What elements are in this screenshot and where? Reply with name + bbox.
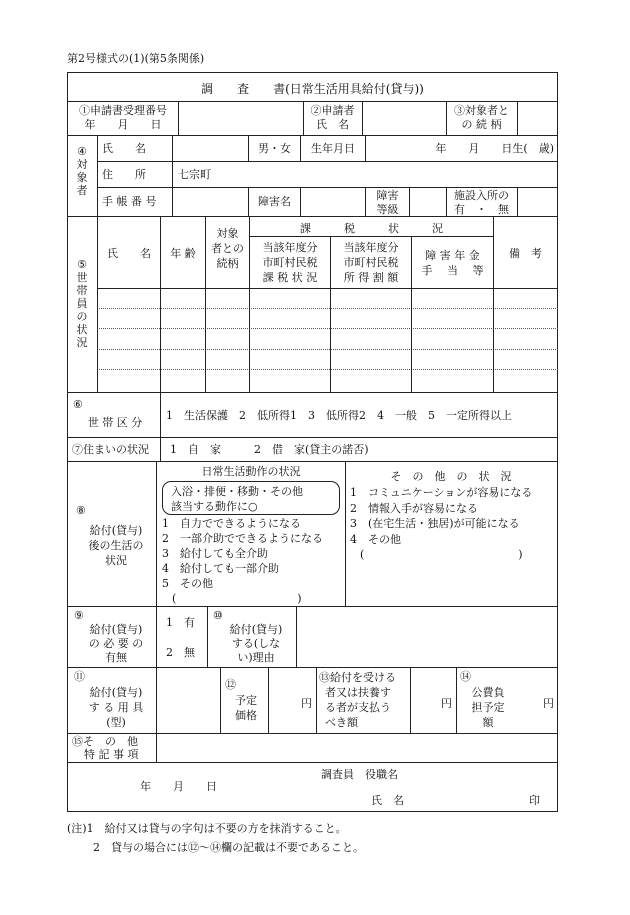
- investigator-name-label: 氏 名: [371, 794, 404, 807]
- need-num: ⑨: [74, 609, 84, 622]
- item-num: ⑪: [74, 670, 85, 683]
- notebook-number-label: 手 帳 番 号: [102, 195, 157, 208]
- other-notes-field[interactable]: [157, 734, 557, 761]
- address-label: 住 所: [102, 168, 146, 181]
- investigator-title: 調査員 役職名: [321, 768, 398, 781]
- housing-options[interactable]: 1 自 家 2 借 家(貸主の諾否): [170, 443, 369, 456]
- other-status-title: そ の 他 の 状 況: [390, 470, 512, 483]
- life-num: ⑧: [76, 504, 86, 517]
- household-name-header: 氏 名: [107, 247, 151, 260]
- subject-name-field[interactable]: [173, 136, 247, 160]
- price-num: ⑫: [225, 678, 236, 691]
- payment-label: ⑬給付を受ける 者又は扶養す る者が支払う べき額: [319, 671, 396, 729]
- adl-item: 5 その他: [162, 577, 213, 590]
- relation-label: ③対象者と の 続 柄: [454, 104, 509, 131]
- other-notes-label: ⑮そ の 他 特 記 事 項: [72, 735, 139, 761]
- payment-yen[interactable]: 円: [441, 697, 452, 710]
- subject-section-label: ④ 対 象 者: [76, 145, 88, 197]
- household-relation-header: 対象 者との 続柄: [211, 227, 244, 270]
- household-age-header: 年 齢: [170, 247, 196, 260]
- signature-date[interactable]: 年 月 日: [140, 780, 217, 793]
- relation-field[interactable]: [518, 102, 557, 134]
- disability-label: 障害名: [258, 195, 291, 208]
- item-field[interactable]: [157, 668, 219, 732]
- subject-name-label: 氏 名: [102, 142, 146, 155]
- category-options[interactable]: 1 生活保護 2 低所得1 3 低所得2 4 一般 5 一定所得以上: [166, 409, 512, 422]
- other-item: 2 情報入手が容易になる: [350, 501, 478, 515]
- note-1: (注)1 給付又は貸与の字句は不要の方を抹消すること。: [67, 822, 347, 835]
- address-value[interactable]: 七宗町: [178, 168, 211, 181]
- item-label: 給付(貸与) す る 用 具 (型): [88, 686, 144, 729]
- other-item: 1 コミュニケーションが容易になる: [350, 486, 533, 499]
- adl-item: 4 給付しても一部介助: [162, 562, 279, 575]
- adl-item: 3 給付しても全介助: [162, 547, 268, 560]
- other-status-items[interactable]: [350, 485, 532, 563]
- applicant-name-field[interactable]: [363, 102, 445, 134]
- other-item: ( ): [360, 548, 523, 561]
- category-num: ⑥: [73, 398, 83, 411]
- receipt-number-label: ①申請書受理番号 年 月 日: [79, 104, 167, 131]
- form-number: 第2号様式の(1)(第5条関係): [67, 52, 205, 65]
- household-section-label: ⑤ 世 帯 員 の 状 況: [76, 258, 88, 349]
- disability-grade-label: 障害 等級: [376, 189, 399, 216]
- facility-admission-label[interactable]: 施設入所の 有 ・ 無: [454, 189, 509, 216]
- adl-item: 1 自力でできるようになる: [162, 517, 301, 530]
- pension-col: 障 害 年 金 手 当 等: [421, 249, 484, 277]
- reason-field[interactable]: [297, 607, 557, 666]
- birthdate-value[interactable]: 年 月 日生( 歳): [435, 142, 554, 155]
- notebook-number-field[interactable]: [173, 188, 247, 215]
- public-num: ⑭: [460, 670, 471, 683]
- housing-label: ⑦住まいの状況: [72, 443, 149, 456]
- disability-grade-field[interactable]: [410, 188, 445, 215]
- need-yes[interactable]: 1 有: [166, 616, 195, 629]
- other-item: 4 その他: [350, 532, 401, 546]
- reason-num: ⑩: [213, 609, 223, 622]
- need-no[interactable]: 2 無: [166, 646, 195, 659]
- tax-status-col: 当該年度分 市町村民税 課 税 状 況: [262, 241, 318, 284]
- adl-item: ( ): [172, 592, 302, 605]
- disability-field[interactable]: [301, 188, 364, 215]
- income-tax-col: 当該年度分 市町村民税 所 得 割 額: [343, 241, 399, 284]
- category-label: 世 帯 区 分: [87, 416, 143, 429]
- form-title: 調 査 書(日常生活用具給付(貸与)): [201, 82, 424, 96]
- public-yen[interactable]: 円: [543, 697, 554, 710]
- tax-status-header: 課 税 状 況: [300, 222, 443, 235]
- adl-items[interactable]: [162, 516, 323, 606]
- seal-mark: 印: [529, 794, 540, 807]
- life-label: 給付(貸与) 後の生活の 状況: [88, 524, 144, 567]
- receipt-number-field[interactable]: [179, 102, 302, 134]
- birthdate-label: 生年月日: [311, 142, 355, 155]
- applicant-label: ②申請者 氏 名: [310, 104, 355, 131]
- adl-item: 2 一部介助でできるようになる: [162, 532, 323, 545]
- note-2: 2 貸与の場合には⑫～⑭欄の記載は不要であること。: [93, 841, 364, 854]
- remarks-header: 備 考: [509, 247, 542, 260]
- price-yen[interactable]: 円: [301, 697, 312, 710]
- price-label: 予定 価格: [235, 694, 257, 722]
- need-label: 給付(貸与) の 必 要 の 有無: [88, 623, 144, 664]
- public-label: 公費負 担予定 額: [471, 686, 505, 729]
- reason-label: 給付(貸与) する(しな い)理由: [229, 623, 283, 664]
- other-item: 3 (在宅生活・独居)が可能になる: [350, 517, 520, 530]
- adl-title: 日常生活動作の状況: [201, 465, 301, 478]
- sex-options[interactable]: 男・女: [258, 142, 291, 155]
- adl-note: 入浴・排便・移動・その他 該当する動作に○: [171, 485, 303, 513]
